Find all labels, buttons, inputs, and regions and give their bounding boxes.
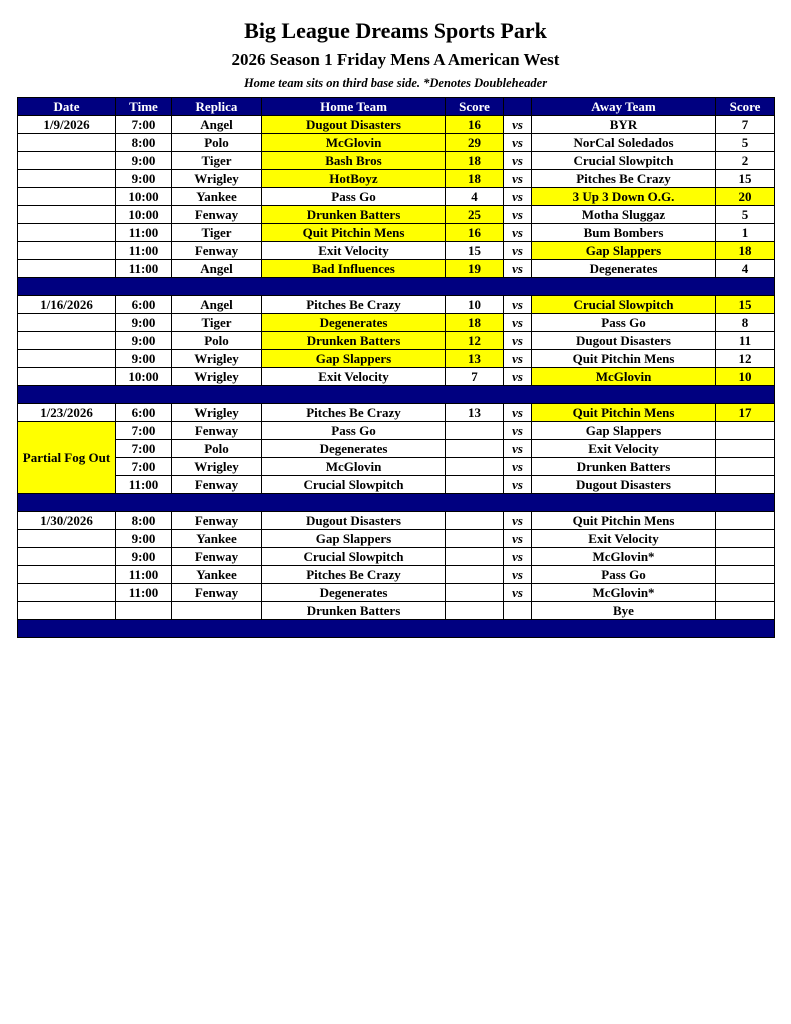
game-row bbox=[18, 152, 775, 170]
game-row bbox=[18, 188, 775, 206]
home-score: 13 bbox=[446, 350, 504, 368]
game-date: 1/23/2026 bbox=[18, 404, 116, 422]
game-replica: Tiger bbox=[172, 314, 262, 332]
home-team: Exit Velocity bbox=[262, 368, 446, 386]
game-date-empty bbox=[18, 584, 116, 602]
game-time: 11:00 bbox=[116, 566, 172, 584]
vs-label: vs bbox=[504, 548, 532, 566]
vs-label bbox=[504, 602, 532, 620]
away-score: 10 bbox=[716, 368, 775, 386]
game-date-empty bbox=[18, 368, 116, 386]
home-score bbox=[446, 548, 504, 566]
home-team: Gap Slappers bbox=[262, 530, 446, 548]
header-vs bbox=[504, 98, 532, 116]
game-replica: Fenway bbox=[172, 548, 262, 566]
away-team: Quit Pitchin Mens bbox=[532, 404, 716, 422]
game-time: 7:00 bbox=[116, 422, 172, 440]
away-team: Exit Velocity bbox=[532, 530, 716, 548]
game-time: 8:00 bbox=[116, 134, 172, 152]
game-date-empty bbox=[18, 134, 116, 152]
home-score: 18 bbox=[446, 170, 504, 188]
game-date-empty bbox=[18, 242, 116, 260]
game-replica: Tiger bbox=[172, 224, 262, 242]
home-score: 12 bbox=[446, 332, 504, 350]
home-team: Exit Velocity bbox=[262, 242, 446, 260]
game-time: 7:00 bbox=[116, 440, 172, 458]
game-replica: Wrigley bbox=[172, 170, 262, 188]
doubleheader-note: Home team sits on third base side. *Denotes Doubleheader bbox=[243, 76, 548, 90]
game-time: 7:00 bbox=[116, 116, 172, 134]
home-team: Dugout Disasters bbox=[262, 116, 446, 134]
game-row bbox=[18, 224, 775, 242]
away-team: Drunken Batters bbox=[532, 458, 716, 476]
page-title: Big League Dreams Sports Park bbox=[244, 18, 547, 43]
home-team: Pass Go bbox=[262, 422, 446, 440]
vs-label: vs bbox=[504, 314, 532, 332]
game-replica: Angel bbox=[172, 260, 262, 278]
home-team: Drunken Batters bbox=[262, 602, 446, 620]
game-time: 9:00 bbox=[116, 314, 172, 332]
fog-out-note: Partial Fog Out bbox=[18, 422, 116, 494]
home-team: Degenerates bbox=[262, 584, 446, 602]
home-team: Pitches Be Crazy bbox=[262, 404, 446, 422]
game-time: 11:00 bbox=[116, 584, 172, 602]
home-score: 16 bbox=[446, 224, 504, 242]
home-team: McGlovin bbox=[262, 134, 446, 152]
game-replica: Wrigley bbox=[172, 458, 262, 476]
home-team: Bad Influences bbox=[262, 260, 446, 278]
away-team: Bye bbox=[532, 602, 716, 620]
home-team: McGlovin bbox=[262, 458, 446, 476]
away-score bbox=[716, 476, 775, 494]
vs-label: vs bbox=[504, 332, 532, 350]
game-replica: Fenway bbox=[172, 476, 262, 494]
game-replica: Fenway bbox=[172, 242, 262, 260]
away-score bbox=[716, 584, 775, 602]
home-team: Crucial Slowpitch bbox=[262, 548, 446, 566]
away-score: 18 bbox=[716, 242, 775, 260]
game-row bbox=[18, 260, 775, 278]
game-row bbox=[18, 314, 775, 332]
game-time: 7:00 bbox=[116, 458, 172, 476]
game-date: 1/30/2026 bbox=[18, 512, 116, 530]
game-time bbox=[116, 602, 172, 620]
week-separator-bar bbox=[18, 494, 775, 512]
vs-label: vs bbox=[504, 134, 532, 152]
home-score: 19 bbox=[446, 260, 504, 278]
game-replica: Yankee bbox=[172, 188, 262, 206]
game-row bbox=[18, 530, 775, 548]
game-date-empty bbox=[18, 152, 116, 170]
away-team: Dugout Disasters bbox=[532, 332, 716, 350]
game-replica: Fenway bbox=[172, 584, 262, 602]
away-score: 20 bbox=[716, 188, 775, 206]
vs-label: vs bbox=[504, 458, 532, 476]
game-replica: Yankee bbox=[172, 566, 262, 584]
game-replica bbox=[172, 602, 262, 620]
away-team: Degenerates bbox=[532, 260, 716, 278]
home-team: Pitches Be Crazy bbox=[262, 296, 446, 314]
header-away-score: Score bbox=[716, 98, 775, 116]
week-separator-bar bbox=[18, 620, 775, 638]
home-score: 13 bbox=[446, 404, 504, 422]
vs-label: vs bbox=[504, 350, 532, 368]
away-score bbox=[716, 440, 775, 458]
game-date-empty bbox=[18, 332, 116, 350]
away-score bbox=[716, 548, 775, 566]
home-team: Bash Bros bbox=[262, 152, 446, 170]
home-team: Degenerates bbox=[262, 314, 446, 332]
away-team: McGlovin* bbox=[532, 584, 716, 602]
away-team: McGlovin* bbox=[532, 548, 716, 566]
vs-label: vs bbox=[504, 296, 532, 314]
game-row bbox=[18, 476, 775, 494]
away-score: 8 bbox=[716, 314, 775, 332]
home-score bbox=[446, 440, 504, 458]
vs-label: vs bbox=[504, 224, 532, 242]
home-score: 25 bbox=[446, 206, 504, 224]
schedule-body bbox=[18, 116, 775, 638]
home-score: 10 bbox=[446, 296, 504, 314]
game-replica: Wrigley bbox=[172, 350, 262, 368]
away-team: Motha Sluggaz bbox=[532, 206, 716, 224]
week-separator bbox=[18, 386, 775, 404]
home-score: 18 bbox=[446, 152, 504, 170]
game-row bbox=[18, 422, 775, 440]
home-team: HotBoyz bbox=[262, 170, 446, 188]
away-score bbox=[716, 602, 775, 620]
game-replica: Polo bbox=[172, 332, 262, 350]
game-row bbox=[18, 566, 775, 584]
home-team: Gap Slappers bbox=[262, 350, 446, 368]
away-score: 17 bbox=[716, 404, 775, 422]
header-replica: Replica bbox=[172, 98, 262, 116]
away-team: Crucial Slowpitch bbox=[532, 296, 716, 314]
game-row bbox=[18, 350, 775, 368]
away-team: NorCal Soledados bbox=[532, 134, 716, 152]
away-team: Gap Slappers bbox=[532, 422, 716, 440]
vs-label: vs bbox=[504, 512, 532, 530]
away-score: 12 bbox=[716, 350, 775, 368]
away-team: Exit Velocity bbox=[532, 440, 716, 458]
week-separator-bar bbox=[18, 386, 775, 404]
away-score: 15 bbox=[716, 296, 775, 314]
game-date-empty bbox=[18, 170, 116, 188]
vs-label: vs bbox=[504, 476, 532, 494]
vs-label: vs bbox=[504, 422, 532, 440]
home-score bbox=[446, 476, 504, 494]
game-replica: Wrigley bbox=[172, 368, 262, 386]
game-time: 6:00 bbox=[116, 404, 172, 422]
vs-label: vs bbox=[504, 530, 532, 548]
vs-label: vs bbox=[504, 188, 532, 206]
vs-label: vs bbox=[504, 566, 532, 584]
vs-label: vs bbox=[504, 368, 532, 386]
game-row bbox=[18, 296, 775, 314]
game-time: 9:00 bbox=[116, 350, 172, 368]
away-team: 3 Up 3 Down O.G. bbox=[532, 188, 716, 206]
game-replica: Polo bbox=[172, 440, 262, 458]
away-team: Pitches Be Crazy bbox=[532, 170, 716, 188]
away-score: 7 bbox=[716, 116, 775, 134]
header-home-score: Score bbox=[446, 98, 504, 116]
vs-label: vs bbox=[504, 152, 532, 170]
game-time: 11:00 bbox=[116, 224, 172, 242]
game-time: 9:00 bbox=[116, 530, 172, 548]
header-time: Time bbox=[116, 98, 172, 116]
game-replica: Angel bbox=[172, 116, 262, 134]
game-replica: Fenway bbox=[172, 422, 262, 440]
home-team: Drunken Batters bbox=[262, 332, 446, 350]
home-score: 18 bbox=[446, 314, 504, 332]
game-row bbox=[18, 602, 775, 620]
game-row bbox=[18, 584, 775, 602]
away-score: 15 bbox=[716, 170, 775, 188]
game-row bbox=[18, 458, 775, 476]
home-score bbox=[446, 458, 504, 476]
game-time: 10:00 bbox=[116, 368, 172, 386]
away-team: Gap Slappers bbox=[532, 242, 716, 260]
game-row bbox=[18, 170, 775, 188]
home-score bbox=[446, 512, 504, 530]
vs-label: vs bbox=[504, 260, 532, 278]
game-replica: Yankee bbox=[172, 530, 262, 548]
away-team: Pass Go bbox=[532, 314, 716, 332]
away-score: 5 bbox=[716, 206, 775, 224]
game-row bbox=[18, 512, 775, 530]
away-team: McGlovin bbox=[532, 368, 716, 386]
home-score bbox=[446, 566, 504, 584]
home-team: Quit Pitchin Mens bbox=[262, 224, 446, 242]
game-time: 9:00 bbox=[116, 332, 172, 350]
vs-label: vs bbox=[504, 242, 532, 260]
game-date-empty bbox=[18, 548, 116, 566]
game-date-empty bbox=[18, 188, 116, 206]
game-date-empty bbox=[18, 314, 116, 332]
away-score: 11 bbox=[716, 332, 775, 350]
game-date-empty bbox=[18, 260, 116, 278]
game-date-empty bbox=[18, 206, 116, 224]
week-separator bbox=[18, 278, 775, 296]
vs-label: vs bbox=[504, 440, 532, 458]
away-team: BYR bbox=[532, 116, 716, 134]
week-separator-bar bbox=[18, 278, 775, 296]
header-date: Date bbox=[18, 98, 116, 116]
home-score bbox=[446, 602, 504, 620]
game-time: 9:00 bbox=[116, 548, 172, 566]
game-row bbox=[18, 206, 775, 224]
game-date-empty bbox=[18, 602, 116, 620]
game-row bbox=[18, 548, 775, 566]
game-date: 1/16/2026 bbox=[18, 296, 116, 314]
away-score: 4 bbox=[716, 260, 775, 278]
game-row bbox=[18, 404, 775, 422]
game-row bbox=[18, 368, 775, 386]
game-date-empty bbox=[18, 530, 116, 548]
away-team: Crucial Slowpitch bbox=[532, 152, 716, 170]
vs-label: vs bbox=[504, 116, 532, 134]
game-time: 11:00 bbox=[116, 242, 172, 260]
away-team: Dugout Disasters bbox=[532, 476, 716, 494]
away-score bbox=[716, 458, 775, 476]
schedule-table bbox=[17, 97, 775, 638]
week-separator bbox=[18, 494, 775, 512]
game-replica: Polo bbox=[172, 134, 262, 152]
game-row bbox=[18, 242, 775, 260]
away-score bbox=[716, 530, 775, 548]
vs-label: vs bbox=[504, 404, 532, 422]
home-team: Degenerates bbox=[262, 440, 446, 458]
away-score: 1 bbox=[716, 224, 775, 242]
vs-label: vs bbox=[504, 584, 532, 602]
game-row bbox=[18, 332, 775, 350]
game-replica: Wrigley bbox=[172, 404, 262, 422]
home-score bbox=[446, 530, 504, 548]
header-row bbox=[18, 98, 775, 116]
home-team: Drunken Batters bbox=[262, 206, 446, 224]
header-home-team: Home Team bbox=[262, 98, 446, 116]
game-time: 9:00 bbox=[116, 152, 172, 170]
away-score bbox=[716, 422, 775, 440]
week-separator bbox=[18, 620, 775, 638]
game-date-empty bbox=[18, 566, 116, 584]
away-score bbox=[716, 566, 775, 584]
home-score: 7 bbox=[446, 368, 504, 386]
game-time: 11:00 bbox=[116, 260, 172, 278]
home-score: 29 bbox=[446, 134, 504, 152]
away-team: Quit Pitchin Mens bbox=[532, 512, 716, 530]
home-score: 16 bbox=[446, 116, 504, 134]
home-team: Pitches Be Crazy bbox=[262, 566, 446, 584]
away-team: Pass Go bbox=[532, 566, 716, 584]
vs-label: vs bbox=[504, 206, 532, 224]
game-replica: Angel bbox=[172, 296, 262, 314]
home-score: 4 bbox=[446, 188, 504, 206]
home-score bbox=[446, 422, 504, 440]
game-replica: Tiger bbox=[172, 152, 262, 170]
home-team: Crucial Slowpitch bbox=[262, 476, 446, 494]
away-score: 5 bbox=[716, 134, 775, 152]
game-time: 11:00 bbox=[116, 476, 172, 494]
away-team: Bum Bombers bbox=[532, 224, 716, 242]
game-date-empty bbox=[18, 350, 116, 368]
game-row bbox=[18, 134, 775, 152]
away-score: 2 bbox=[716, 152, 775, 170]
game-time: 10:00 bbox=[116, 206, 172, 224]
game-time: 8:00 bbox=[116, 512, 172, 530]
header-away-team: Away Team bbox=[532, 98, 716, 116]
game-time: 9:00 bbox=[116, 170, 172, 188]
home-team: Pass Go bbox=[262, 188, 446, 206]
home-team: Dugout Disasters bbox=[262, 512, 446, 530]
home-score: 15 bbox=[446, 242, 504, 260]
game-replica: Fenway bbox=[172, 206, 262, 224]
vs-label: vs bbox=[504, 170, 532, 188]
away-team: Quit Pitchin Mens bbox=[532, 350, 716, 368]
game-date: 1/9/2026 bbox=[18, 116, 116, 134]
game-row bbox=[18, 440, 775, 458]
game-date-empty bbox=[18, 224, 116, 242]
away-score bbox=[716, 512, 775, 530]
page-subtitle: 2026 Season 1 Friday Mens A American West bbox=[231, 50, 560, 69]
game-time: 10:00 bbox=[116, 188, 172, 206]
game-time: 6:00 bbox=[116, 296, 172, 314]
home-score bbox=[446, 584, 504, 602]
game-replica: Fenway bbox=[172, 512, 262, 530]
game-row bbox=[18, 116, 775, 134]
